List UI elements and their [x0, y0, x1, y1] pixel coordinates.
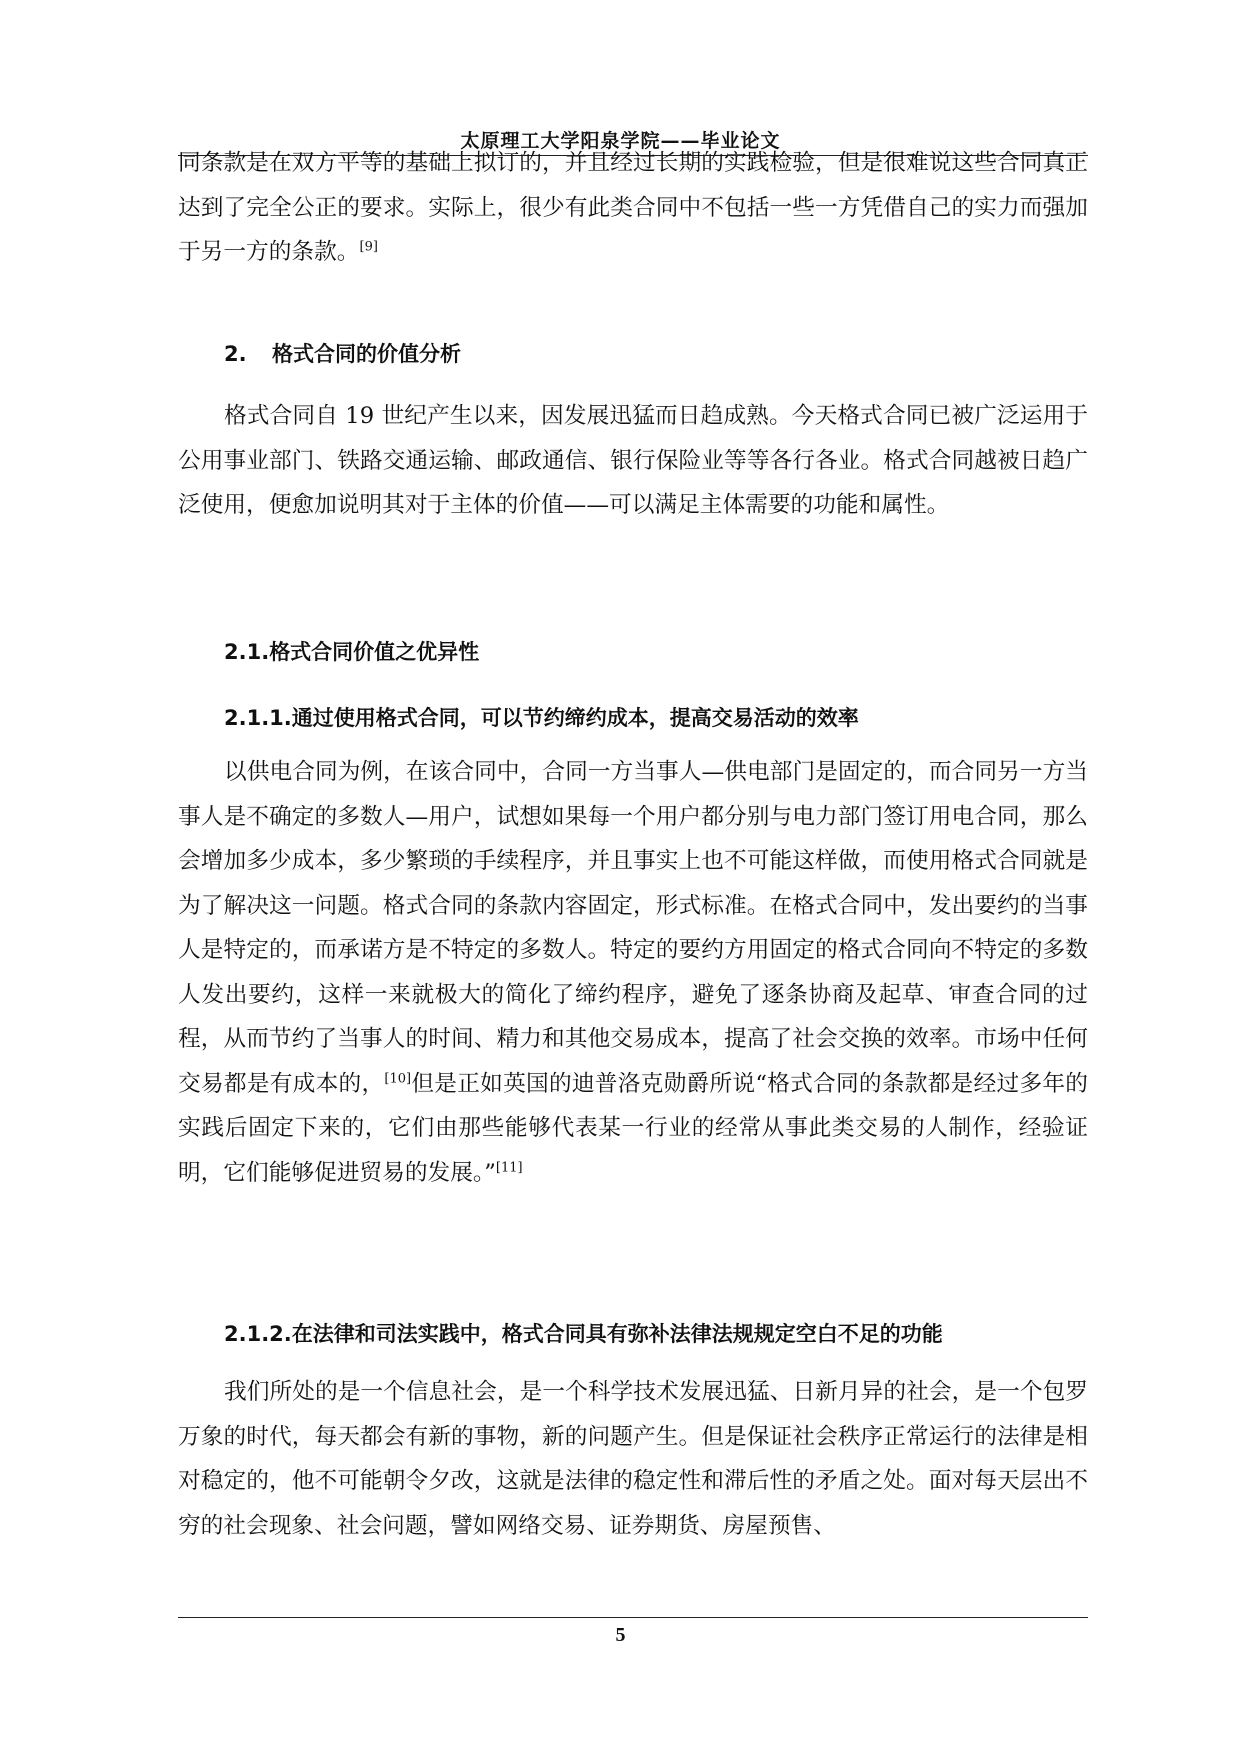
section-title: 在法律和司法实践中，格式合同具有弥补法律法规规定空白不足的功能	[291, 1322, 943, 1346]
citation-ref: [11]	[495, 1159, 523, 1175]
section-heading-2	[224, 338, 461, 368]
citation-ref: [10]	[384, 1070, 412, 1086]
paragraph-continued	[178, 141, 1088, 275]
paragraph-text: 但是正如英国的迪普洛克勋爵所说“格式合同的条款都是经过多年的实践后固定下来的，它们由那些能够代表某一行业的经常从事此类交易的人制作，经验证明，它们能够促进贸易的发展。”	[178, 1070, 1088, 1186]
section-title: 通过使用格式合同，可以节约缔约成本，提高交易活动的效率	[291, 706, 859, 730]
citation-ref: [9]	[359, 239, 378, 255]
section-title: 格式合同的价值分析	[272, 342, 461, 366]
section-heading-2-1-1	[224, 702, 859, 732]
section-heading-2-1	[224, 636, 479, 666]
section-title: 格式合同价值之优异性	[269, 640, 480, 664]
paragraph	[178, 1370, 1088, 1548]
footer-divider	[178, 1617, 1088, 1618]
paragraph-text: 我们所处的是一个信息社会，是一个科学技术发展迅猛、日新月异的社会，是一个包罗万象的时代，每天都会有新的事物，新的问题产生。但是保证社会秩序正常运行的法律是相对稳定的，他不可能朝令夕改，这就是法律的稳定性和滞后性的矛盾之处。面对每天层出不穷的社会现象、社会问题，譬如网络交易、证券期货、房屋预售、	[178, 1379, 1088, 1539]
paragraph	[178, 394, 1088, 528]
paragraph-text: 格式合同自 19 世纪产生以来，因发展迅猛而日趋成熟。今天格式合同已被广泛运用于公用事业部门、铁路交通运输、邮政通信、银行保险业等等各行各业。格式合同越被日趋广泛使用，便愈加说明其对于主体的价值——可以满足主体需要的功能和属性。	[178, 403, 1088, 518]
section-number: 2.	[224, 342, 247, 366]
paragraph-text: 以供电合同为例，在该合同中，合同一方当事人—供电部门是固定的，而合同另一方当事人是不确定的多数人—用户，试想如果每一个用户都分别与电力部门签订用电合同，那么会增加多少成本，多少繁琐的手续程序，并且事实上也不可能这样做，而使用格式合同就是为了解决这一问题。格式合同的条款内容固定，形式标准。在格式合同中，发出要约的当事人是特定的，而承诺方是不特定的多数人。特定的要约方用固定的格式合同向不特定的多数人发出要约，这样一来就极大的简化了缔约程序，避免了逐条协商及起草、审查合同的过程，从而节约了当事人的时间、精力和其他交易成本，提高了社会交换的效率。市场中任何交易都是有成本的，	[178, 759, 1088, 1097]
paragraph	[178, 750, 1088, 1195]
page-number: 5	[615, 1624, 626, 1646]
section-number: 2.1.1.	[224, 706, 292, 730]
section-number: 2.1.2.	[224, 1322, 292, 1346]
paragraph-text: 同条款是在双方平等的基础上拟订的，并且经过长期的实践检验，但是很难说这些合同真正达到了完全公正的要求。实际上，很少有此类合同中不包括一些一方凭借自己的实力而强加于另一方的条款。	[178, 150, 1088, 265]
section-heading-2-1-2	[224, 1318, 943, 1348]
section-number: 2.1.	[224, 640, 270, 664]
running-header: 太原理工大学阳泉学院——毕业论文	[460, 130, 781, 152]
